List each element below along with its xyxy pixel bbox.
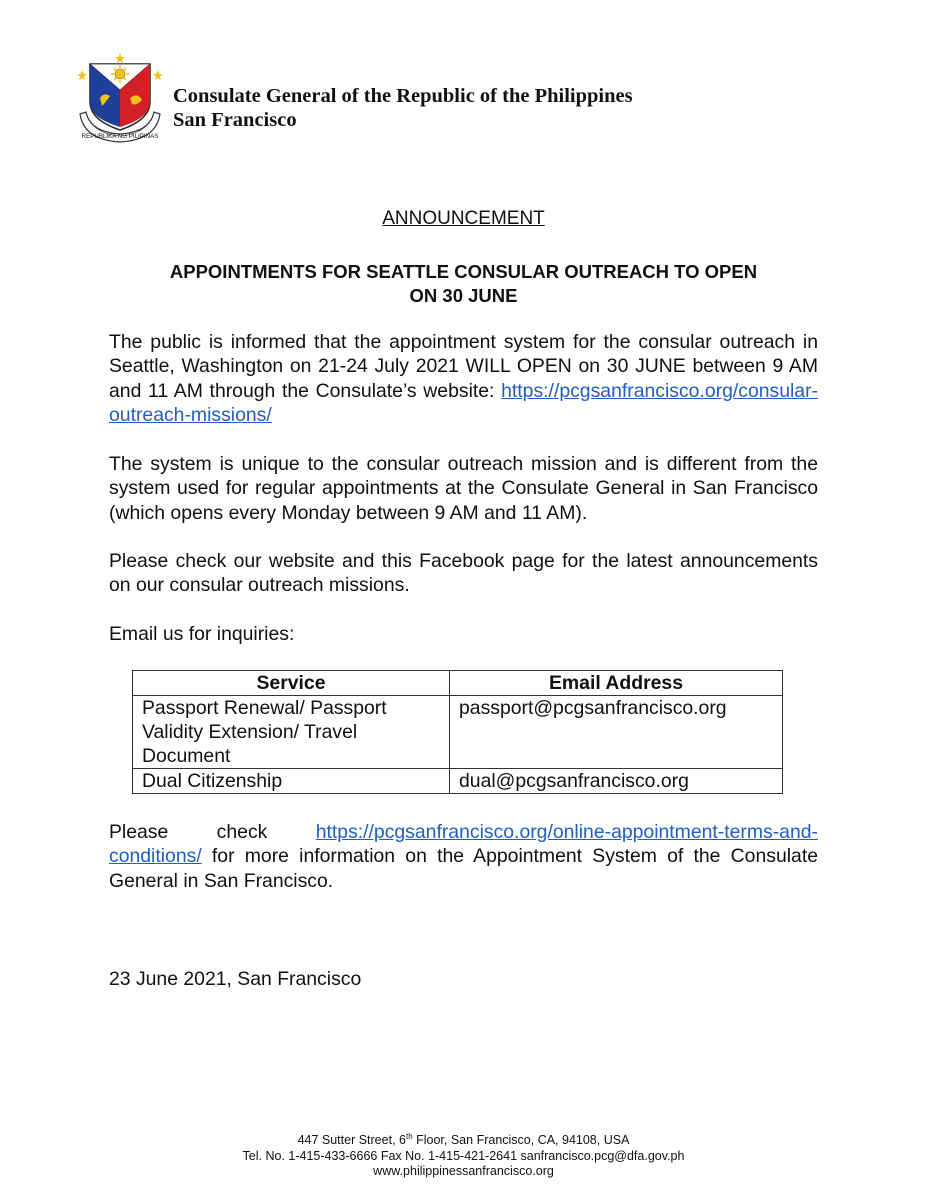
paragraph-terms-post: for more information on the Appointment System of the Consulate General in San Francisco. (109, 845, 818, 892)
paragraph-terms-pre: Please check (109, 821, 316, 843)
outreach-missions-link[interactable]: https://pcgsanfrancisco.org/consular-outreach-missions/ (109, 379, 818, 426)
announcement-label: ANNOUNCEMENT (382, 208, 545, 229)
footer (0, 1133, 927, 1180)
organization-name (173, 84, 633, 132)
paragraph-schedule-text: The public is informed that the appointment system for the consular outreach in Seattle, Washington on 21-24 July 2021 WILL OPEN on 30 JUNE between 9 AM and 11 AM through the Consulate’s website: (109, 331, 818, 402)
paragraph-terms (109, 820, 818, 893)
email-cell: dual@pcgsanfrancisco.org (450, 769, 783, 794)
email-cell: passport@pcgsanfrancisco.org (450, 696, 783, 769)
table-row (133, 769, 783, 794)
org-line-1: Consulate General of the Republic of the Philippines (173, 85, 633, 107)
paragraph-website: Please check our website and this Facebook page for the latest announcements on our consular outreach missions. (109, 550, 818, 597)
title-line-1: APPOINTMENTS FOR SEATTLE CONSULAR OUTREACH TO OPEN (169, 261, 758, 282)
service-cell: Dual Citizenship (133, 769, 450, 794)
title-line-2: ON 30 JUNE (409, 285, 518, 306)
terms-conditions-link[interactable]: https://pcgsanfrancisco.org/online-appointment-terms-and-conditions/ (109, 821, 818, 868)
org-line-2: San Francisco (173, 109, 297, 131)
header-email: Email Address (450, 671, 783, 696)
date-line: 23 June 2021, San Francisco (109, 968, 362, 990)
footer-website: www.philippinessanfrancisco.org (373, 1164, 554, 1178)
paragraph-schedule (109, 330, 818, 427)
philippine-seal-logo (74, 50, 166, 146)
header-service: Service (133, 671, 450, 696)
inquiries-table (132, 670, 783, 794)
table-header-row (133, 671, 783, 696)
svg-text:REPUBLIKA NG PILIPINAS: REPUBLIKA NG PILIPINAS (81, 133, 159, 140)
footer-address-pre: 447 Sutter Street, 6 (297, 1133, 406, 1147)
footer-contact: Tel. No. 1-415-433-6666 Fax No. 1-415-421-2641 sanfrancisco.pcg@dfa.gov.ph (242, 1148, 685, 1163)
footer-address (0, 1133, 927, 1149)
footer-address-post: Floor, San Francisco, CA, 94108, USA (412, 1133, 630, 1147)
service-cell: Passport Renewal/ Passport Validity Extension/ Travel Document (133, 696, 450, 769)
paragraph-email-intro: Email us for inquiries: (109, 623, 295, 645)
table-row (133, 696, 783, 769)
paragraph-system: The system is unique to the consular outreach mission and is different from the system used for regular appointments at the Consulate General in San Francisco (which opens every Monday between 9 AM and 11 AM). (109, 453, 818, 524)
announcement-title (0, 260, 927, 308)
footer-address-sup: th (405, 1131, 413, 1141)
